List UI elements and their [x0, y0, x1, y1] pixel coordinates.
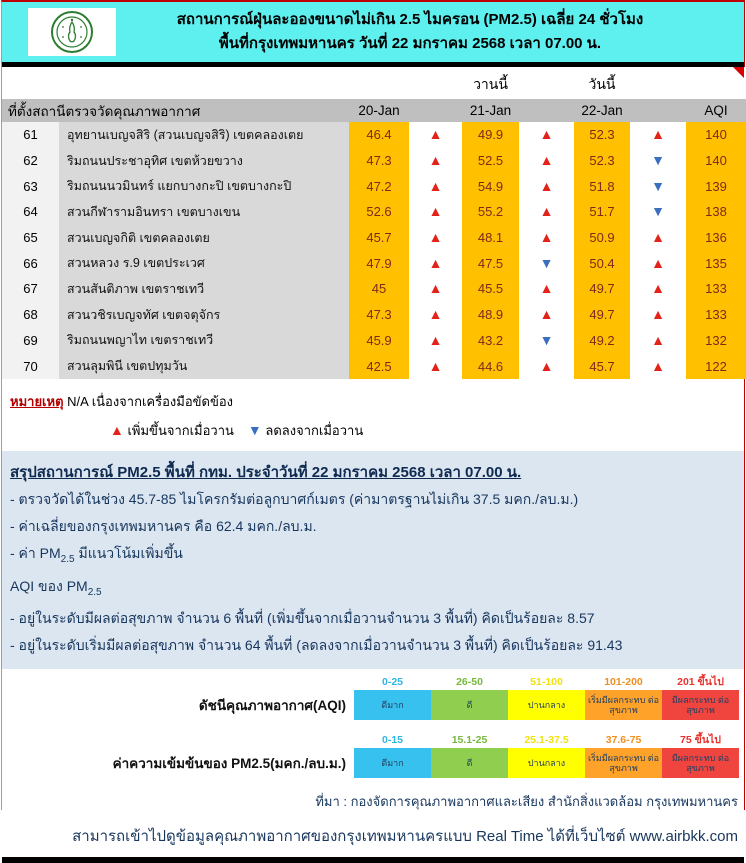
scale-range-label: 0-15 [381, 734, 403, 747]
day-label-row [2, 67, 746, 99]
station-number: 64 [2, 199, 59, 225]
up-arrow-icon: ▲ [110, 421, 124, 438]
station-number: 70 [2, 353, 59, 379]
station-table-section [2, 67, 744, 379]
trend-20jan [409, 225, 462, 251]
legend-down-label: ลดลงจากเมื่อวาน [261, 422, 364, 438]
note-line [10, 391, 744, 412]
pm25-value-20jan: 47.3 [349, 148, 409, 174]
scale-band: มีผลกระทบ ต่อสุขภาพ [662, 690, 739, 720]
summary-bullet-unhealthy: - อยู่ในระดับมีผลต่อสุขภาพ จำนวน 6 พื้นที่ (เพิ่มขึ้นจากเมื่อวานจำนวน 3 พื้นที่) คิดเป็นร้อยละ 8.57 [10, 610, 595, 627]
trend-20jan [409, 276, 462, 302]
station-number: 67 [2, 276, 59, 302]
pm25-value-20jan: 45.9 [349, 328, 409, 354]
up-arrow-icon: ▲ [651, 254, 665, 271]
up-arrow-icon: ▲ [539, 306, 554, 323]
summary-aqi-heading: AQI ของ $PM_{2.5}$ [10, 577, 102, 598]
up-arrow-icon: ▲ [428, 331, 443, 348]
station-name: ริมถนนพญาไท เขตราชเทวี [59, 328, 349, 354]
aqi-value: 122 [686, 353, 746, 379]
summary-title: สรุปสถานการณ์ PM2.5 พื้นที่ กทม. ประจำวันที่ 22 มกราคม 2568 เวลา 07.00 น. [10, 463, 522, 481]
up-arrow-icon: ▲ [651, 306, 665, 323]
trend-22jan [630, 148, 686, 174]
station-column-header: ที่ตั้งสถานีตรวจวัดคุณภาพอากาศ [2, 99, 349, 122]
up-arrow-icon: ▲ [539, 203, 554, 220]
up-arrow-icon: ▲ [428, 177, 443, 194]
pm25-value-20jan: 47.3 [349, 302, 409, 328]
station-row [2, 122, 746, 148]
scale-range-label: 25.1-37.5 [524, 734, 569, 747]
up-arrow-icon: ▲ [428, 229, 443, 246]
station-rows [2, 122, 746, 379]
report-title [116, 8, 744, 56]
station-number: 61 [2, 122, 59, 148]
aqi-value: 133 [686, 276, 746, 302]
down-arrow-icon: ▼ [651, 152, 665, 169]
trend-22jan [630, 302, 686, 328]
pm25-value-22jan: 51.7 [574, 199, 630, 225]
trend-21jan [519, 122, 574, 148]
trend-22jan [630, 328, 686, 354]
aqi-value: 133 [686, 302, 746, 328]
pm25-value-22jan: 45.7 [574, 353, 630, 379]
summary-bullet-range: - ตรวจวัดได้ในช่วง 45.7-85 ไมโครกรัมต่อลูกบาศก์เมตร (ค่ามาตรฐานไม่เกิน 37.5 มคก./ลบ.ม.) [10, 490, 579, 507]
trend-20jan [409, 173, 462, 199]
up-arrow-icon: ▲ [651, 229, 665, 246]
bma-seal-icon [50, 10, 94, 54]
summary-bullet-trend: - ค่า $PM_{2.5}$ มีแนวโน้มเพิ่มขึ้น [10, 544, 183, 565]
station-row [2, 276, 746, 302]
scale-range-label: 75 ขึ้นไป [680, 734, 721, 747]
pm25-concentration-scale [2, 733, 744, 778]
pm25-value-21jan: 55.2 [462, 199, 519, 225]
station-name: สวนหลวง ร.9 เขตประเวศ [59, 250, 349, 276]
summary-section [2, 451, 744, 670]
trend-20jan [409, 353, 462, 379]
pm25-value-22jan: 49.7 [574, 276, 630, 302]
summary-bullet-average: - ค่าเฉลี่ยของกรุงเทพมหานคร คือ 62.4 มคก./ลบ.ม. [10, 517, 317, 534]
up-arrow-icon: ▲ [651, 357, 665, 374]
up-arrow-icon: ▲ [651, 280, 665, 297]
scale-band: ปานกลาง [508, 690, 585, 720]
station-name: ริมถนนนวมินทร์ แยกบางกะปิ เขตบางกะปิ [59, 173, 349, 199]
footer-section [2, 791, 744, 848]
scale-bar [354, 733, 739, 778]
down-arrow-icon: ▼ [247, 421, 262, 438]
trend-22jan [630, 199, 686, 225]
station-number: 66 [2, 250, 59, 276]
station-row [2, 199, 746, 225]
trend-22jan [630, 276, 686, 302]
station-row [2, 250, 746, 276]
aqi-scale [2, 675, 744, 720]
trend-20jan [409, 250, 462, 276]
report-title-line2: พื้นที่กรุงเทพมหานคร วันที่ 22 มกราคม 2568 เวลา 07.00 น. [218, 35, 602, 52]
up-arrow-icon: ▲ [428, 126, 443, 143]
scale-range-label: 37.6-75 [605, 734, 642, 747]
trend-20jan [409, 122, 462, 148]
aqi-value: 136 [686, 225, 746, 251]
pm25-value-22jan: 49.2 [574, 328, 630, 354]
note-label: หมายเหตุ [10, 393, 64, 409]
scale-band: เริ่มมีผลกระทบ ต่อสุขภาพ [585, 690, 662, 720]
scale-range-label: 101-200 [604, 676, 643, 689]
trend-21jan [519, 199, 574, 225]
up-arrow-icon: ▲ [539, 280, 554, 297]
trend-21jan [519, 250, 574, 276]
date-20jan-header: 20-Jan [349, 99, 409, 122]
pm25-value-22jan: 52.3 [574, 148, 630, 174]
trend-21jan [519, 276, 574, 302]
down-arrow-icon: ▼ [539, 254, 554, 271]
scale-band: เริ่มมีผลกระทบ ต่อสุขภาพ [585, 748, 662, 778]
scale-band: ดีมาก [354, 748, 431, 778]
pm25-value-20jan: 47.2 [349, 173, 409, 199]
trend-20jan [409, 199, 462, 225]
down-arrow-icon: ▼ [651, 177, 665, 194]
pm25-value-21jan: 48.9 [462, 302, 519, 328]
pm-subscript: 2.5 [87, 586, 102, 598]
trend-20jan [409, 302, 462, 328]
aqi-value: 139 [686, 173, 746, 199]
station-name: สวนสันติภาพ เขตราชเทวี [59, 276, 349, 302]
scale-bar [354, 675, 739, 720]
up-arrow-icon: ▲ [651, 331, 665, 348]
up-arrow-icon: ▲ [428, 203, 443, 220]
pm25-value-20jan: 42.5 [349, 353, 409, 379]
report-header [2, 2, 744, 62]
station-name: สวนวชิรเบญจทัศ เขตจตุจักร [59, 302, 349, 328]
station-number: 68 [2, 302, 59, 328]
realtime-info: สามารถเข้าไปดูข้อมูลคุณภาพอากาศของกรุงเทพมหานครแบบ Real Time ได้ที่เว็บไซต์ www.airbkk.com [72, 828, 738, 846]
trend-22jan [630, 250, 686, 276]
up-arrow-icon: ▲ [428, 254, 443, 271]
trend-21jan [519, 353, 574, 379]
pm25-value-21jan: 43.2 [462, 328, 519, 354]
up-arrow-icon: ▲ [539, 229, 554, 246]
scale-range-label: 201 ขึ้นไป [677, 676, 724, 689]
aqi-scales-section [2, 669, 744, 778]
station-number: 65 [2, 225, 59, 251]
red-corner-marker-icon [733, 67, 744, 78]
date-22jan-header: 22-Jan [574, 99, 630, 122]
up-arrow-icon: ▲ [539, 357, 554, 374]
station-row [2, 302, 746, 328]
up-arrow-icon: ▲ [539, 177, 554, 194]
bma-logo [28, 8, 116, 56]
scale-range-label: 26-50 [456, 676, 483, 689]
trend-21jan [519, 173, 574, 199]
station-name: ริมถนนประชาอุทิศ เขตห้วยขวาง [59, 148, 349, 174]
pm25-value-20jan: 52.6 [349, 199, 409, 225]
station-row [2, 225, 746, 251]
notes-section [2, 379, 744, 441]
pm25-value-22jan: 49.7 [574, 302, 630, 328]
station-number: 63 [2, 173, 59, 199]
scale-band: ดี [431, 748, 508, 778]
up-arrow-icon: ▲ [651, 126, 665, 143]
station-row [2, 328, 746, 354]
trend-22jan [630, 122, 686, 148]
pm25-value-21jan: 47.5 [462, 250, 519, 276]
pm25-value-21jan: 48.1 [462, 225, 519, 251]
trend-21jan [519, 302, 574, 328]
up-arrow-icon: ▲ [428, 152, 443, 169]
trend-22jan [630, 353, 686, 379]
up-arrow-icon: ▲ [539, 126, 554, 143]
station-number: 62 [2, 148, 59, 174]
report-title-line1: สถานการณ์ฝุ่นละอองขนาดไม่เกิน 2.5 ไมครอน (PM2.5) เฉลี่ย 24 ชั่วโมง [176, 11, 644, 28]
station-name: สวนกีฬารามอินทรา เขตบางเขน [59, 199, 349, 225]
down-arrow-icon: ▼ [651, 203, 665, 220]
scale-range-label: 0-25 [381, 676, 403, 689]
pm25-value-21jan: 44.6 [462, 353, 519, 379]
trend-legend [110, 420, 744, 441]
aqi-value: 138 [686, 199, 746, 225]
summary-bullet-moderately-unhealthy: - อยู่ในระดับเริ่มมีผลต่อสุขภาพ จำนวน 64 พื้นที่ (ลดลงจากเมื่อวานจำนวน 3 พื้นที่) คิดเป็นร้อยละ 91.43 [10, 637, 623, 654]
pm25-value-22jan: 51.8 [574, 173, 630, 199]
trend-20jan [409, 148, 462, 174]
trend-21jan [519, 328, 574, 354]
scale-band: ดีมาก [354, 690, 431, 720]
pm25-value-21jan: 52.5 [462, 148, 519, 174]
pm25-value-20jan: 45.7 [349, 225, 409, 251]
pm25-station-table [2, 67, 746, 379]
scale-label: ค่าความเข้มข้นของ PM2.5(มคก./ลบ.ม.) [112, 755, 346, 771]
pm25-value-20jan: 45 [349, 276, 409, 302]
pm25-value-22jan: 52.3 [574, 122, 630, 148]
pm25-value-22jan: 50.9 [574, 225, 630, 251]
scale-range-label: 51-100 [530, 676, 563, 689]
station-row [2, 173, 746, 199]
station-name: สวนลุมพินี เขตปทุมวัน [59, 353, 349, 379]
scale-band: ดี [431, 690, 508, 720]
pm25-value-21jan: 45.5 [462, 276, 519, 302]
today-label: วันนี้ [574, 67, 630, 99]
legend-up-label: เพิ่มขึ้นจากเมื่อวาน [123, 422, 234, 438]
trend-22jan [630, 173, 686, 199]
source-credit: ที่มา : กองจัดการคุณภาพอากาศและเสียง สำนักสิ่งแวดล้อม กรุงเทพมหานคร [315, 794, 738, 810]
yesterday-label: วานนี้ [462, 67, 519, 99]
trend-22jan [630, 225, 686, 251]
note-text: N/A เนื่องจากเครื่องมือขัดข้อง [63, 393, 233, 409]
down-arrow-icon: ▼ [539, 331, 554, 348]
scale-range-label: 15.1-25 [451, 734, 488, 747]
station-name: สวนเบญจกิติ เขตคลองเตย [59, 225, 349, 251]
bottom-rule [2, 857, 744, 863]
pm25-report-page [1, 0, 745, 846]
station-number: 69 [2, 328, 59, 354]
station-row [2, 148, 746, 174]
trend-20jan [409, 328, 462, 354]
pm25-value-21jan: 54.9 [462, 173, 519, 199]
scale-band: มีผลกระทบ ต่อสุขภาพ [662, 748, 739, 778]
aqi-value: 140 [686, 122, 746, 148]
trend-21jan [519, 148, 574, 174]
station-row [2, 353, 746, 379]
aqi-column-header: AQI [686, 99, 746, 122]
station-name: อุทยานเบญจสิริ (สวนเบญจสิริ) เขตคลองเตย [59, 122, 349, 148]
aqi-value: 132 [686, 328, 746, 354]
pm-subscript: 2.5 [60, 553, 75, 565]
up-arrow-icon: ▲ [428, 357, 443, 374]
aqi-value: 140 [686, 148, 746, 174]
aqi-value: 135 [686, 250, 746, 276]
pm25-value-21jan: 49.9 [462, 122, 519, 148]
up-arrow-icon: ▲ [539, 152, 554, 169]
scale-label: ดัชนีคุณภาพอากาศ(AQI) [198, 697, 346, 713]
scale-band: ปานกลาง [508, 748, 585, 778]
up-arrow-icon: ▲ [428, 280, 443, 297]
trend-21jan [519, 225, 574, 251]
up-arrow-icon: ▲ [428, 306, 443, 323]
pm25-value-20jan: 47.9 [349, 250, 409, 276]
date-21jan-header: 21-Jan [462, 99, 519, 122]
pm25-value-20jan: 46.4 [349, 122, 409, 148]
column-header-row [2, 99, 746, 122]
pm25-value-22jan: 50.4 [574, 250, 630, 276]
